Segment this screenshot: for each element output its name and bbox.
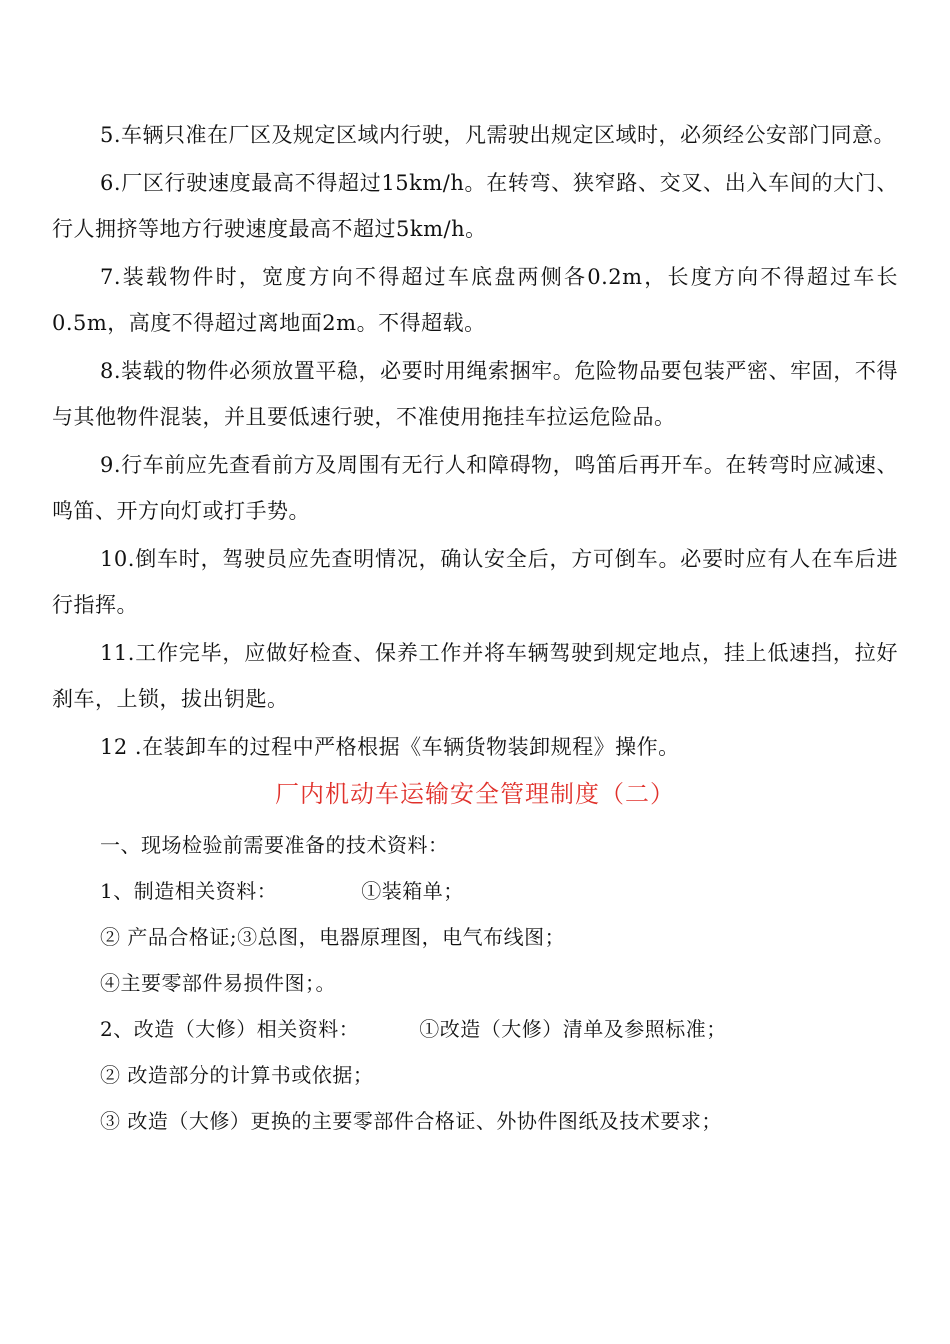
document-page <box>52 112 898 1144</box>
paragraph-8: 8.装载的物件必须放置平稳，必要时用绳索捆牢。危险物品要包装严密、牢固，不得与其他物件混装，并且要低速行驶，不准使用拖挂车拉运危险品。 <box>52 359 898 429</box>
paragraph-11: 11.工作完毕，应做好检查、保养工作并将车辆驾驶到规定地点，挂上低速挡，拉好刹车，上锁，拔出钥匙。 <box>52 641 898 711</box>
paragraph-6: 6.厂区行驶速度最高不得超过15km/h。在转弯、狭窄路、交叉、出入车间的大门、行人拥挤等地方行驶速度最高不超过5km/h。 <box>52 171 898 241</box>
item-2-first: ①改造（大修）清单及参照标准； <box>419 1017 727 1041</box>
section-heading: 一、现场检验前需要准备的技术资料： <box>100 833 449 857</box>
item-1-first: ①装箱单； <box>361 879 464 903</box>
item-2-line-2: ② 改造部分的计算书或依据； <box>100 1063 374 1087</box>
paragraph-12: 12 .在装卸车的过程中严格根据《车辆货物装卸规程》操作。 <box>100 735 680 759</box>
item-1-line-2: ② 产品合格证;③总图，电器原理图，电气布线图； <box>100 925 566 949</box>
paragraph-10: 10.倒车时，驾驶员应先查明情况，确认安全后，方可倒车。必要时应有人在车后进行指挥。 <box>52 547 898 617</box>
item-1-line-3: ④主要零部件易损件图；。 <box>100 971 336 995</box>
item-2-line-3: ③ 改造（大修）更换的主要零部件合格证、外协件图纸及技术要求； <box>100 1109 722 1133</box>
paragraph-7: 7.装载物件时，宽度方向不得超过车底盘两侧各0.2m，长度方向不得超过车长0.5m，高度不得超过离地面2m。不得超载。 <box>52 265 898 335</box>
paragraph-9: 9.行车前应先查看前方及周围有无行人和障碍物，鸣笛后再开车。在转弯时应减速、鸣笛、开方向灯或打手势。 <box>52 453 898 523</box>
item-2-line <box>52 1006 898 1052</box>
paragraph-5: 5.车辆只准在厂区及规定区域内行驶，凡需驶出规定区域时，必须经公安部门同意。 <box>100 123 896 147</box>
item-1-label: 1、制造相关资料： <box>100 879 278 903</box>
item-1-line <box>52 868 898 914</box>
section-title: 厂内机动车运输安全管理制度（二） <box>275 780 675 808</box>
item-2-label: 2、改造（大修）相关资料： <box>100 1017 360 1041</box>
